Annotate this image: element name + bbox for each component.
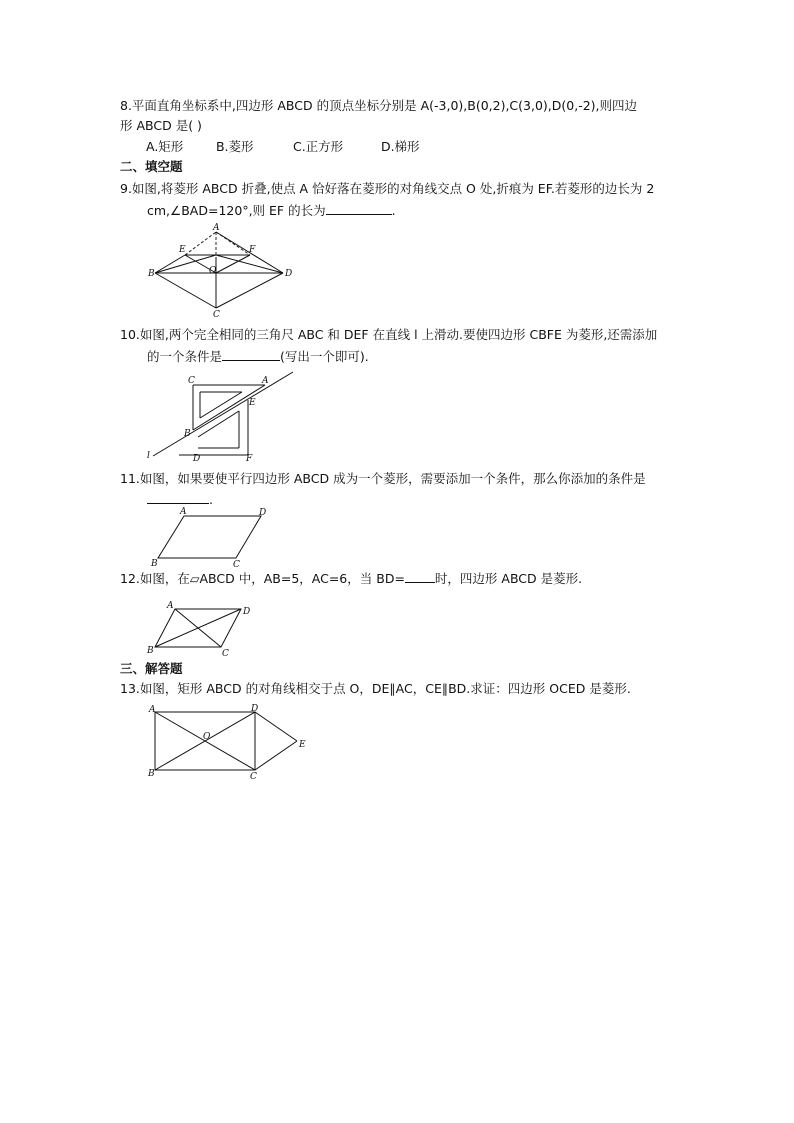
q10-answer-blank[interactable] xyxy=(222,348,280,361)
q9-line2 xyxy=(147,202,396,219)
q10-label-l: l xyxy=(147,451,150,461)
q10-label-e: E xyxy=(249,398,256,408)
q12-label-c: C xyxy=(222,649,229,659)
q9-answer-blank[interactable] xyxy=(326,202,392,215)
section-2-heading: 二、填空题 xyxy=(120,159,183,174)
q12-text-end: 时，四边形 ABCD 是菱形. xyxy=(434,571,583,586)
q10-line2-text: 的一个条件是 xyxy=(147,349,223,364)
q8-option-d: D.梯形 xyxy=(380,139,420,154)
q8-option-b: B.菱形 xyxy=(215,139,254,154)
q8-line1: 8.平面直角坐标系中,四边形 ABCD 的顶点坐标分别是 A(-3,0),B(0,2),C(3,0),D(0,-2),则四边 xyxy=(120,98,638,113)
q10-label-b: B xyxy=(184,429,191,439)
q13-label-c: C xyxy=(250,772,257,782)
q9-label-e: E xyxy=(179,245,186,255)
q9-label-f: F xyxy=(249,245,256,255)
q9-label-d: D xyxy=(285,269,293,279)
q13-rectangle-figure xyxy=(145,702,313,782)
q10-label-f: F xyxy=(246,454,253,464)
q12-text: 12.如图，在▱ABCD 中，AB=5，AC=6，当 BD= xyxy=(120,571,405,586)
q10-label-c: C xyxy=(188,376,195,386)
q8-option-a: A.矩形 xyxy=(146,139,184,154)
q12-line xyxy=(120,570,582,587)
q10-line2 xyxy=(147,348,369,365)
q9-rhombus-figure xyxy=(145,223,295,320)
q13-label-a: A xyxy=(149,705,156,715)
q11-label-d: D xyxy=(259,508,267,518)
section-3-heading: 三、解答题 xyxy=(120,661,183,676)
q9-label-b: B xyxy=(148,269,155,279)
q11-label-a: A xyxy=(180,507,187,517)
q13-label-e: E xyxy=(299,740,306,750)
q9-line2-text: cm,∠BAD=120°,则 EF 的长为 xyxy=(147,203,326,218)
q10-line1: 10.如图,两个完全相同的三角尺 ABC 和 DEF 在直线 l 上滑动.要使四边形 CBFE 为菱形,还需添加 xyxy=(120,327,658,342)
q13-label-d: D xyxy=(251,704,259,714)
q8-line2: 形 ABCD 是( ) xyxy=(120,118,202,133)
q12-answer-blank[interactable] xyxy=(405,570,435,583)
q11-label-b: B xyxy=(151,559,158,569)
q13-label-b: B xyxy=(148,769,155,779)
q9-label-a: A xyxy=(213,223,220,233)
q9-line2-end: . xyxy=(391,203,396,218)
q11-answer-blank[interactable] xyxy=(147,491,209,504)
q8-options xyxy=(146,139,420,155)
q9-label-c: C xyxy=(213,310,220,320)
q10-triangles-figure xyxy=(145,370,300,462)
q13-line1: 13.如图，矩形 ABCD 的对角线相交于点 O，DE∥AC，CE∥BD.求证：四边形 OCED 是菱形. xyxy=(120,681,631,696)
q10-line2-end: (写出一个即可). xyxy=(280,349,369,364)
q11-line2-end: . xyxy=(209,492,213,507)
q9-line1: 9.如图,将菱形 ABCD 折叠,使点 A 恰好落在菱形的对角线交点 O 处,折痕为 EF.若菱形的边长为 2 xyxy=(120,181,655,196)
q11-parallelogram-figure xyxy=(148,506,272,568)
q11-label-c: C xyxy=(233,560,240,570)
q10-label-d: D xyxy=(193,454,201,464)
q12-label-d: D xyxy=(243,607,251,617)
q9-label-o: O xyxy=(209,266,217,276)
q12-label-b: B xyxy=(147,646,154,656)
q12-label-a: A xyxy=(167,601,174,611)
q8-option-c: C.正方形 xyxy=(292,139,344,154)
q12-parallelogram-figure xyxy=(145,597,257,659)
q10-label-a: A xyxy=(262,376,269,386)
q11-line1: 11.如图，如果要使平行四边形 ABCD 成为一个菱形，需要添加一个条件，那么你添加的条件是 xyxy=(120,471,646,486)
q13-label-o: O xyxy=(203,732,211,742)
